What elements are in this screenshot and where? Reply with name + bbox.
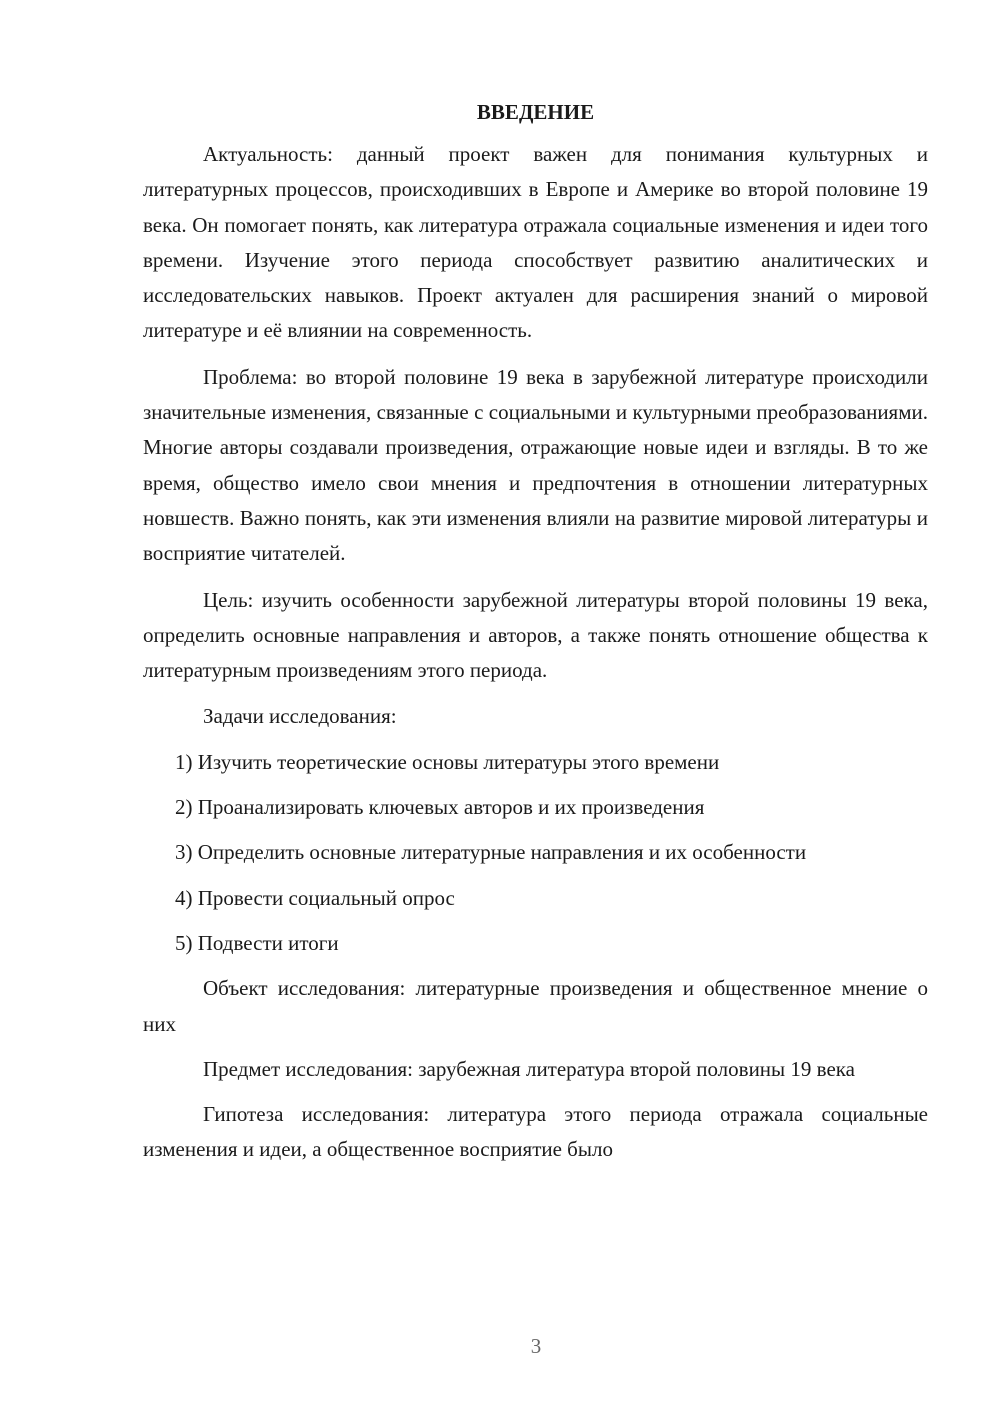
problem-paragraph: Проблема: во второй половине 19 века в зарубежной литературе происходили значительные изменения, связанные с социальными и культурными преобразованиями. Многие авторы создавали произведения, отражающие новые идеи и взгляды. В то же время, общество имело свои мнения и предпочтения в отношении литературных новшеств. Важно понять, как эти изменения влияли на развитие мировой литературы и восприятие читателей. [143, 364, 928, 566]
page-title: ВВЕДЕНИЕ [476, 100, 595, 124]
page-number: 3 [530, 1334, 542, 1358]
object-paragraph: Объект исследования: литературные произведения и общественное мнение о них [143, 976, 928, 1036]
relevance-paragraph: Актуальность: данный проект важен для понимания культурных и литературных процессов, происходивших в Европе и Америке во второй половине 19 века. Он помогает понять, как литература отражала социальные изменения и идеи того времени. Изучение этого периода способствует развитию аналитических и исследовательских навыков. Проект актуален для расширения знаний о мировой литературе и её влиянии на современность. [143, 142, 928, 343]
task-item-2: 2) Проанализировать ключевых авторов и их произведения [175, 795, 705, 820]
hypothesis-paragraph: Гипотеза исследования: литература этого периода отражала социальные изменения и идеи, а общественное восприятие было [143, 1102, 928, 1162]
task-item-1: 1) Изучить теоретические основы литературы этого времени [175, 749, 720, 774]
goal-paragraph: Цель: изучить особенности зарубежной литературы второй половины 19 века, определить основные направления и авторов, а также понять отношение общества к литературным произведениям этого периода. [143, 587, 928, 683]
task-item-5: 5) Подвести итоги [175, 930, 339, 955]
document-page [143, 95, 928, 1168]
tasks-heading: Задачи исследования: [203, 704, 397, 729]
task-item-3: 3) Определить основные литературные направления и их особенности [175, 840, 807, 865]
task-item-4: 4) Провести социальный опрос [175, 885, 455, 910]
tasks-list [143, 745, 928, 961]
subject-paragraph: Предмет исследования: зарубежная литература второй половины 19 века [203, 1056, 855, 1081]
